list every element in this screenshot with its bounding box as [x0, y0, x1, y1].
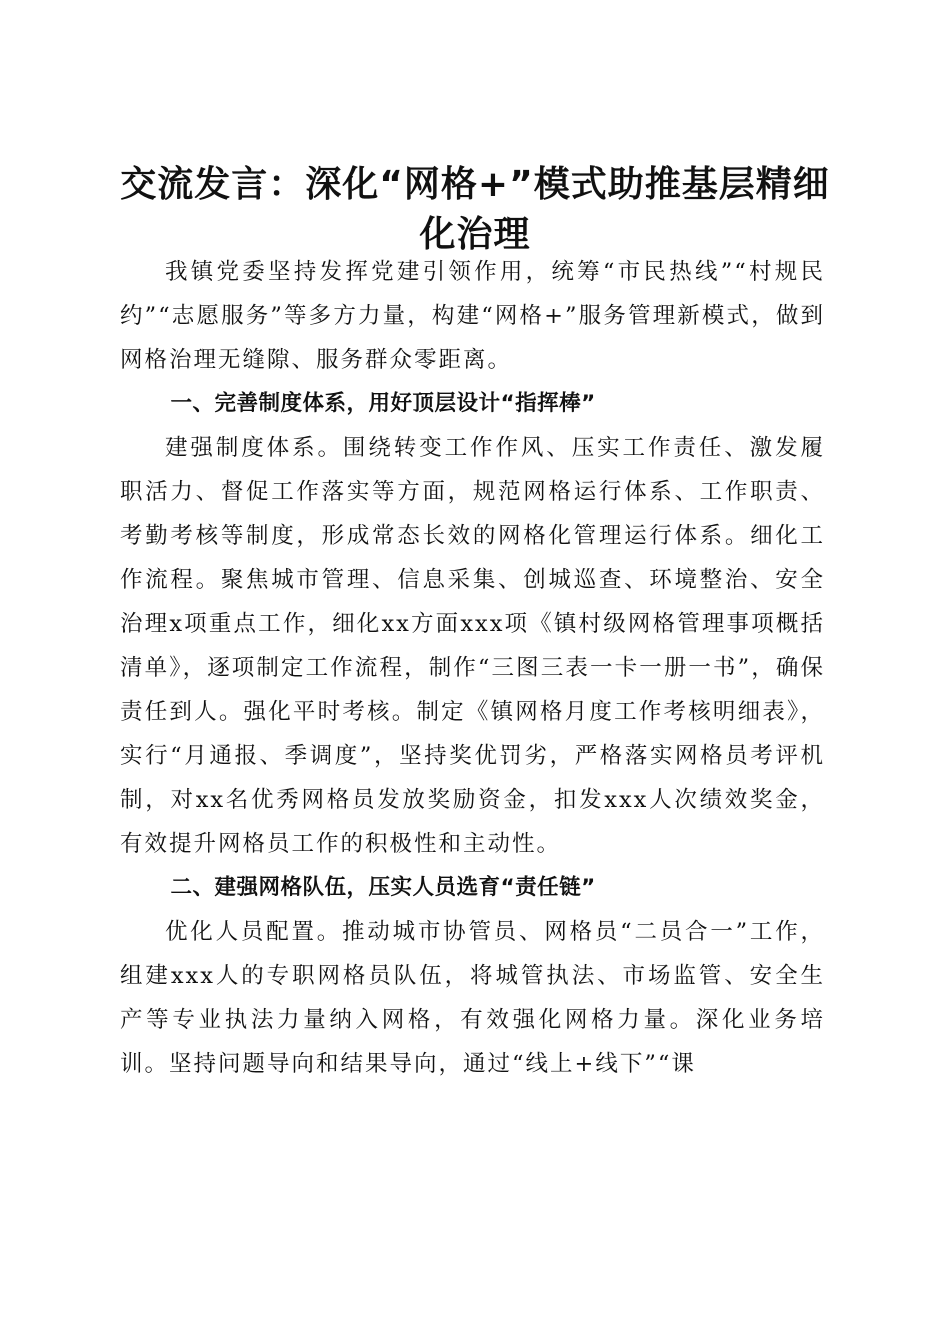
document-title: 交流发言：深化“网格+”模式助推基层精细化治理 — [120, 164, 830, 256]
section-2-heading: 二、建强网格队伍，压实人员选育“责任链” — [170, 875, 596, 900]
section-1-heading: 一、完善制度体系，用好顶层设计“指挥棒” — [170, 391, 596, 416]
document-body — [120, 250, 825, 1086]
section-2-paragraph: 优化人员配置。推动城市协管员、网格员“二员合一”工作，组建xxx人的专职网格员队伍，将城管执法、市场监管、安全生产等专业执法力量纳入网格，有效强化网格力量。深化业务培训。坚持问题导向和结果导向，通过“线上+线下”“课 — [120, 919, 825, 1077]
intro-paragraph: 我镇党委坚持发挥党建引领作用，统筹“市民热线”“村规民约”“志愿服务”等多方力量，构建“网格+”服务管理新模式，做到网格治理无缝隙、服务群众零距离。 — [120, 259, 825, 373]
section-1-paragraph: 建强制度体系。围绕转变工作作风、压实工作责任、激发履职活力、督促工作落实等方面，规范网格运行体系、工作职责、考勤考核等制度，形成常态长效的网格化管理运行体系。细化工作流程。聚焦城市管理、信息采集、创城巡查、环境整治、安全治理x项重点工作，细化xx方面xxx项《镇村级网格管理事项概括清单》，逐项制定工作流程，制作“三图三表一卡一册一书”，确保责任到人。强化平时考核。制定《镇网格月度工作考核明细表》，实行“月通报、季调度”，坚持奖优罚劣，严格落实网格员考评机制，对xx名优秀网格员发放奖励资金，扣发xxx人次绩效奖金，有效提升网格员工作的积极性和主动性。 — [120, 435, 825, 857]
